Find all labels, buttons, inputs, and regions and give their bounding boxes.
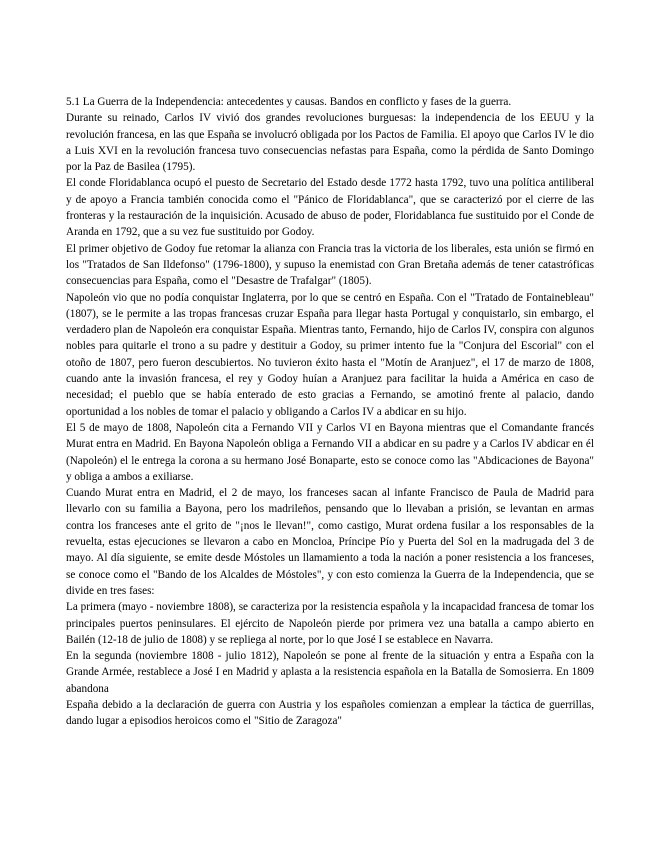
paragraph-segunda-fase: En la segunda (noviembre 1808 - julio 1812), Napoleón se pone al frente de la situación y entra a España con la Grande Armée, restablece a José I en Madrid y aplasta a la resistencia española en la Batalla de Somosierra. En 1809 abandona bbox=[66, 650, 594, 695]
paragraph-carlos-iv: Durante su reinado, Carlos IV vivió dos grandes revoluciones burguesas: la independencia de los EEUU y la revolución francesa, en las que España se involucró obligada por los Pactos de Familia. El apoyo que Carlos IV le dio a Luis XVI en la revolución francesa tuvo consecuencias nefastas para España, como la pérdida de Santo Domingo por la Paz de Basilea (1795). bbox=[66, 112, 594, 174]
paragraph-dos-de-mayo: Cuando Murat entra en Madrid, el 2 de mayo, los franceses sacan al infante Francisco de Paula de Madrid para llevarlo con su familia a Bayona, pero los madrileños, pensando que lo llevaban a prisión, se levantan en armas contra los franceses ante el grito de "¡nos le llevan!", como castigo, Murat ordena fusilar a los responsables de la revuelta, estas ejecuciones se llevaron a cabo en Moncloa, Príncipe Pío y Puerta del Sol en la madrugada del 3 de mayo. Al día siguiente, se emite desde Móstoles un llamamiento a toda la nación a poner resistencia a los franceses, se conoce como el "Bando de los Alcaldes de Móstoles", y con esto comienza la Guerra de la Independencia, que se divide en tres fases: bbox=[66, 487, 594, 597]
paragraph-bayona: El 5 de mayo de 1808, Napoleón cita a Fernando VII y Carlos VI en Bayona mientras que el Comandante francés Murat entra en Madrid. En Bayona Napoleón obliga a Fernando VII a abdicar en su padre y a Carlos IV abdicar en él (Napoleón) el le entrega la corona a su hermano José Bonaparte, esto se conoce como las "Abdicaciones de Bayona" y obliga a ambos a exiliarse. bbox=[66, 421, 594, 483]
paragraph-floridablanca: El conde Floridablanca ocupó el puesto de Secretario del Estado desde 1772 hasta 1792, tuvo una política antiliberal y de apoyo a Francia también conocida como el "Pánico de Floridablanca", que se caracterizó por el cierre de las fronteras y la restauración de la inquisición. Acusado de abuso de poder, Floridablanca fue sustituido por el Conde de Aranda en 1792, que a su vez fue sustituido por Godoy. bbox=[66, 177, 594, 239]
paragraph-napoleon-fontainebleau: Napoleón vio que no podía conquistar Inglaterra, por lo que se centró en España. Con el "Tratado de Fontainebleau" (1807), se le permite a las tropas francesas cruzar España para llegar hasta Portugal y conquistarlo, sin embargo, el verdadero plan de Napoleón era conquistar España. Mientras tanto, Fernando, hijo de Carlos IV, conspira con algunos nobles para quitarle el trono a su padre y destituir a Godoy, su primer intento fue la "Conjura del Escorial" con el otoño de 1807, pero fueron descubiertos. No tuvieron éxito hasta el "Motín de Aranjuez", el 17 de marzo de 1808, cuando ante la invasión francesa, el rey y Godoy huían a Aranjuez para facilitar la huida a América en caso de necesidad; el pueblo que se había enterado de esto gracias a Fernando, se amotinó frente al palacio, dando oportunidad a los nobles de tomar el palacio y obligando a Carlos IV a abdicar en su hijo. bbox=[66, 291, 594, 418]
paragraph-godoy: El primer objetivo de Godoy fue retomar la alianza con Francia tras la victoria de los liberales, esta unión se firmó en los "Tratados de San Ildefonso" (1796-1800), y supuso la enemistad con Gran Bretaña además de tener catastróficas consecuencias para España, como el "Desastre de Trafalgar" (1805). bbox=[66, 242, 594, 288]
document-page bbox=[66, 94, 594, 730]
paragraph-primera-fase: La primera (mayo - noviembre 1808), se caracteriza por la resistencia española y la incapacidad francesa de tomar los principales puertos peninsulares. El ejército de Napoleón pierde por primera vez una batalla a campo abierto en Bailén (12-18 de julio de 1808) y se repliega al norte, por lo que José I se establece en Navarra. bbox=[66, 601, 594, 646]
section-title: 5.1 La Guerra de la Independencia: antecedentes y causas. Bandos en conflicto y fases de la guerra. bbox=[66, 96, 512, 108]
paragraph-guerrillas: España debido a la declaración de guerra con Austria y los españoles comienzan a emplear la táctica de guerrillas, dando lugar a episodios heroicos como el "Sitio de Zaragoza" bbox=[66, 698, 594, 728]
